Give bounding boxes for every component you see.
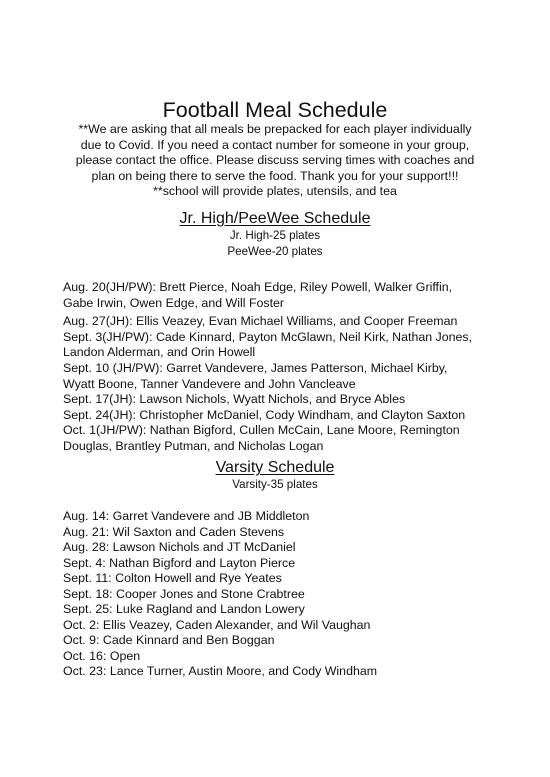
jh-entry xyxy=(63,408,503,424)
varsity-entry: Oct. 16: Open xyxy=(63,648,141,663)
jh-entry xyxy=(63,330,503,361)
varsity-entry: Oct. 23: Lance Turner, Austin Moore, and Cody Windham xyxy=(63,664,378,678)
page-title: Football Meal Schedule xyxy=(162,98,388,122)
jh-entry-line: Sept. 17(JH): Lawson Nichols, Wyatt Nichols, and Bryce Ables xyxy=(63,392,406,407)
jh-entry xyxy=(63,392,503,408)
varsity-entry: Aug. 28: Lawson Nichols and JT McDaniel xyxy=(63,540,296,554)
varsity-entry: Aug. 21: Wil Saxton and Caden Stevens xyxy=(63,524,285,539)
jh-entry xyxy=(63,314,503,330)
jh-plates xyxy=(0,228,550,259)
jh-entry-line: Sept. 10 (JH/PW): Garret Vandevere, James Patterson, Michael Kirby, xyxy=(63,360,448,375)
intro-line: plan on being there to serve the food. Thank you for your support!!! xyxy=(91,168,459,183)
jh-schedule-list xyxy=(63,280,503,455)
varsity-entry: Sept. 11: Colton Howell and Rye Yeates xyxy=(63,571,282,585)
intro-line: please contact the office. Please discuss serving times with coaches and xyxy=(75,153,475,168)
varsity-plates: Varsity-35 plates xyxy=(232,478,318,491)
varsity-entry: Oct. 2: Ellis Veazey, Caden Alexander, and Wil Vaughan xyxy=(63,617,371,632)
jh-entry-line: Landon Alderman, and Orin Howell xyxy=(63,345,256,360)
jh-entry xyxy=(63,361,503,392)
jh-entry-line: Aug. 27(JH): Ellis Veazey, Evan Michael Williams, and Cooper Freeman xyxy=(63,314,458,329)
varsity-entry: Sept. 25: Luke Ragland and Landon Lowery xyxy=(63,602,305,616)
jh-entry-line: Sept. 3(JH/PW): Cade Kinnard, Payton McGlawn, Neil Kirk, Nathan Jones, xyxy=(63,329,473,344)
jh-entry xyxy=(63,280,503,311)
varsity-schedule-heading: Varsity Schedule xyxy=(215,459,335,476)
varsity-schedule-list xyxy=(63,509,503,680)
intro-line: due to Covid. If you need a contact number for someone in your group, xyxy=(80,137,470,152)
jh-entry-line: Gabe Irwin, Owen Edge, and Will Foster xyxy=(63,295,285,310)
jh-entry xyxy=(63,423,503,454)
varsity-entry: Aug. 14: Garret Vandevere and JB Middleton xyxy=(63,509,310,523)
jh-schedule-heading: Jr. High/PeeWee Schedule xyxy=(179,210,371,227)
varsity-entry: Sept. 18: Cooper Jones and Stone Crabtree xyxy=(63,586,305,601)
jh-entry-line: Aug. 20(JH/PW): Brett Pierce, Noah Edge, Riley Powell, Walker Griffin, xyxy=(63,280,453,294)
intro-line: **We are asking that all meals be prepacked for each player individually xyxy=(78,122,472,136)
intro-paragraph xyxy=(60,122,490,200)
varsity-entry: Oct. 9: Cade Kinnard and Ben Boggan xyxy=(63,633,275,647)
jh-entry-line: Wyatt Boone, Tanner Vandevere and John Vancleave xyxy=(63,376,356,391)
pw-plates-line: PeeWee-20 plates xyxy=(227,244,323,258)
jh-entry-line: Douglas, Brantley Putman, and Nicholas Logan xyxy=(63,438,324,453)
intro-line: **school will provide plates, utensils, and tea xyxy=(153,184,397,199)
jh-entry-line: Sept. 24(JH): Christopher McDaniel, Cody Windham, and Clayton Saxton xyxy=(63,407,466,422)
jh-entry-line: Oct. 1(JH/PW): Nathan Bigford, Cullen McCain, Lane Moore, Remington xyxy=(63,423,460,438)
varsity-entry: Sept. 4: Nathan Bigford and Layton Pierce xyxy=(63,555,296,570)
jh-plates-line: Jr. High-25 plates xyxy=(229,229,321,242)
